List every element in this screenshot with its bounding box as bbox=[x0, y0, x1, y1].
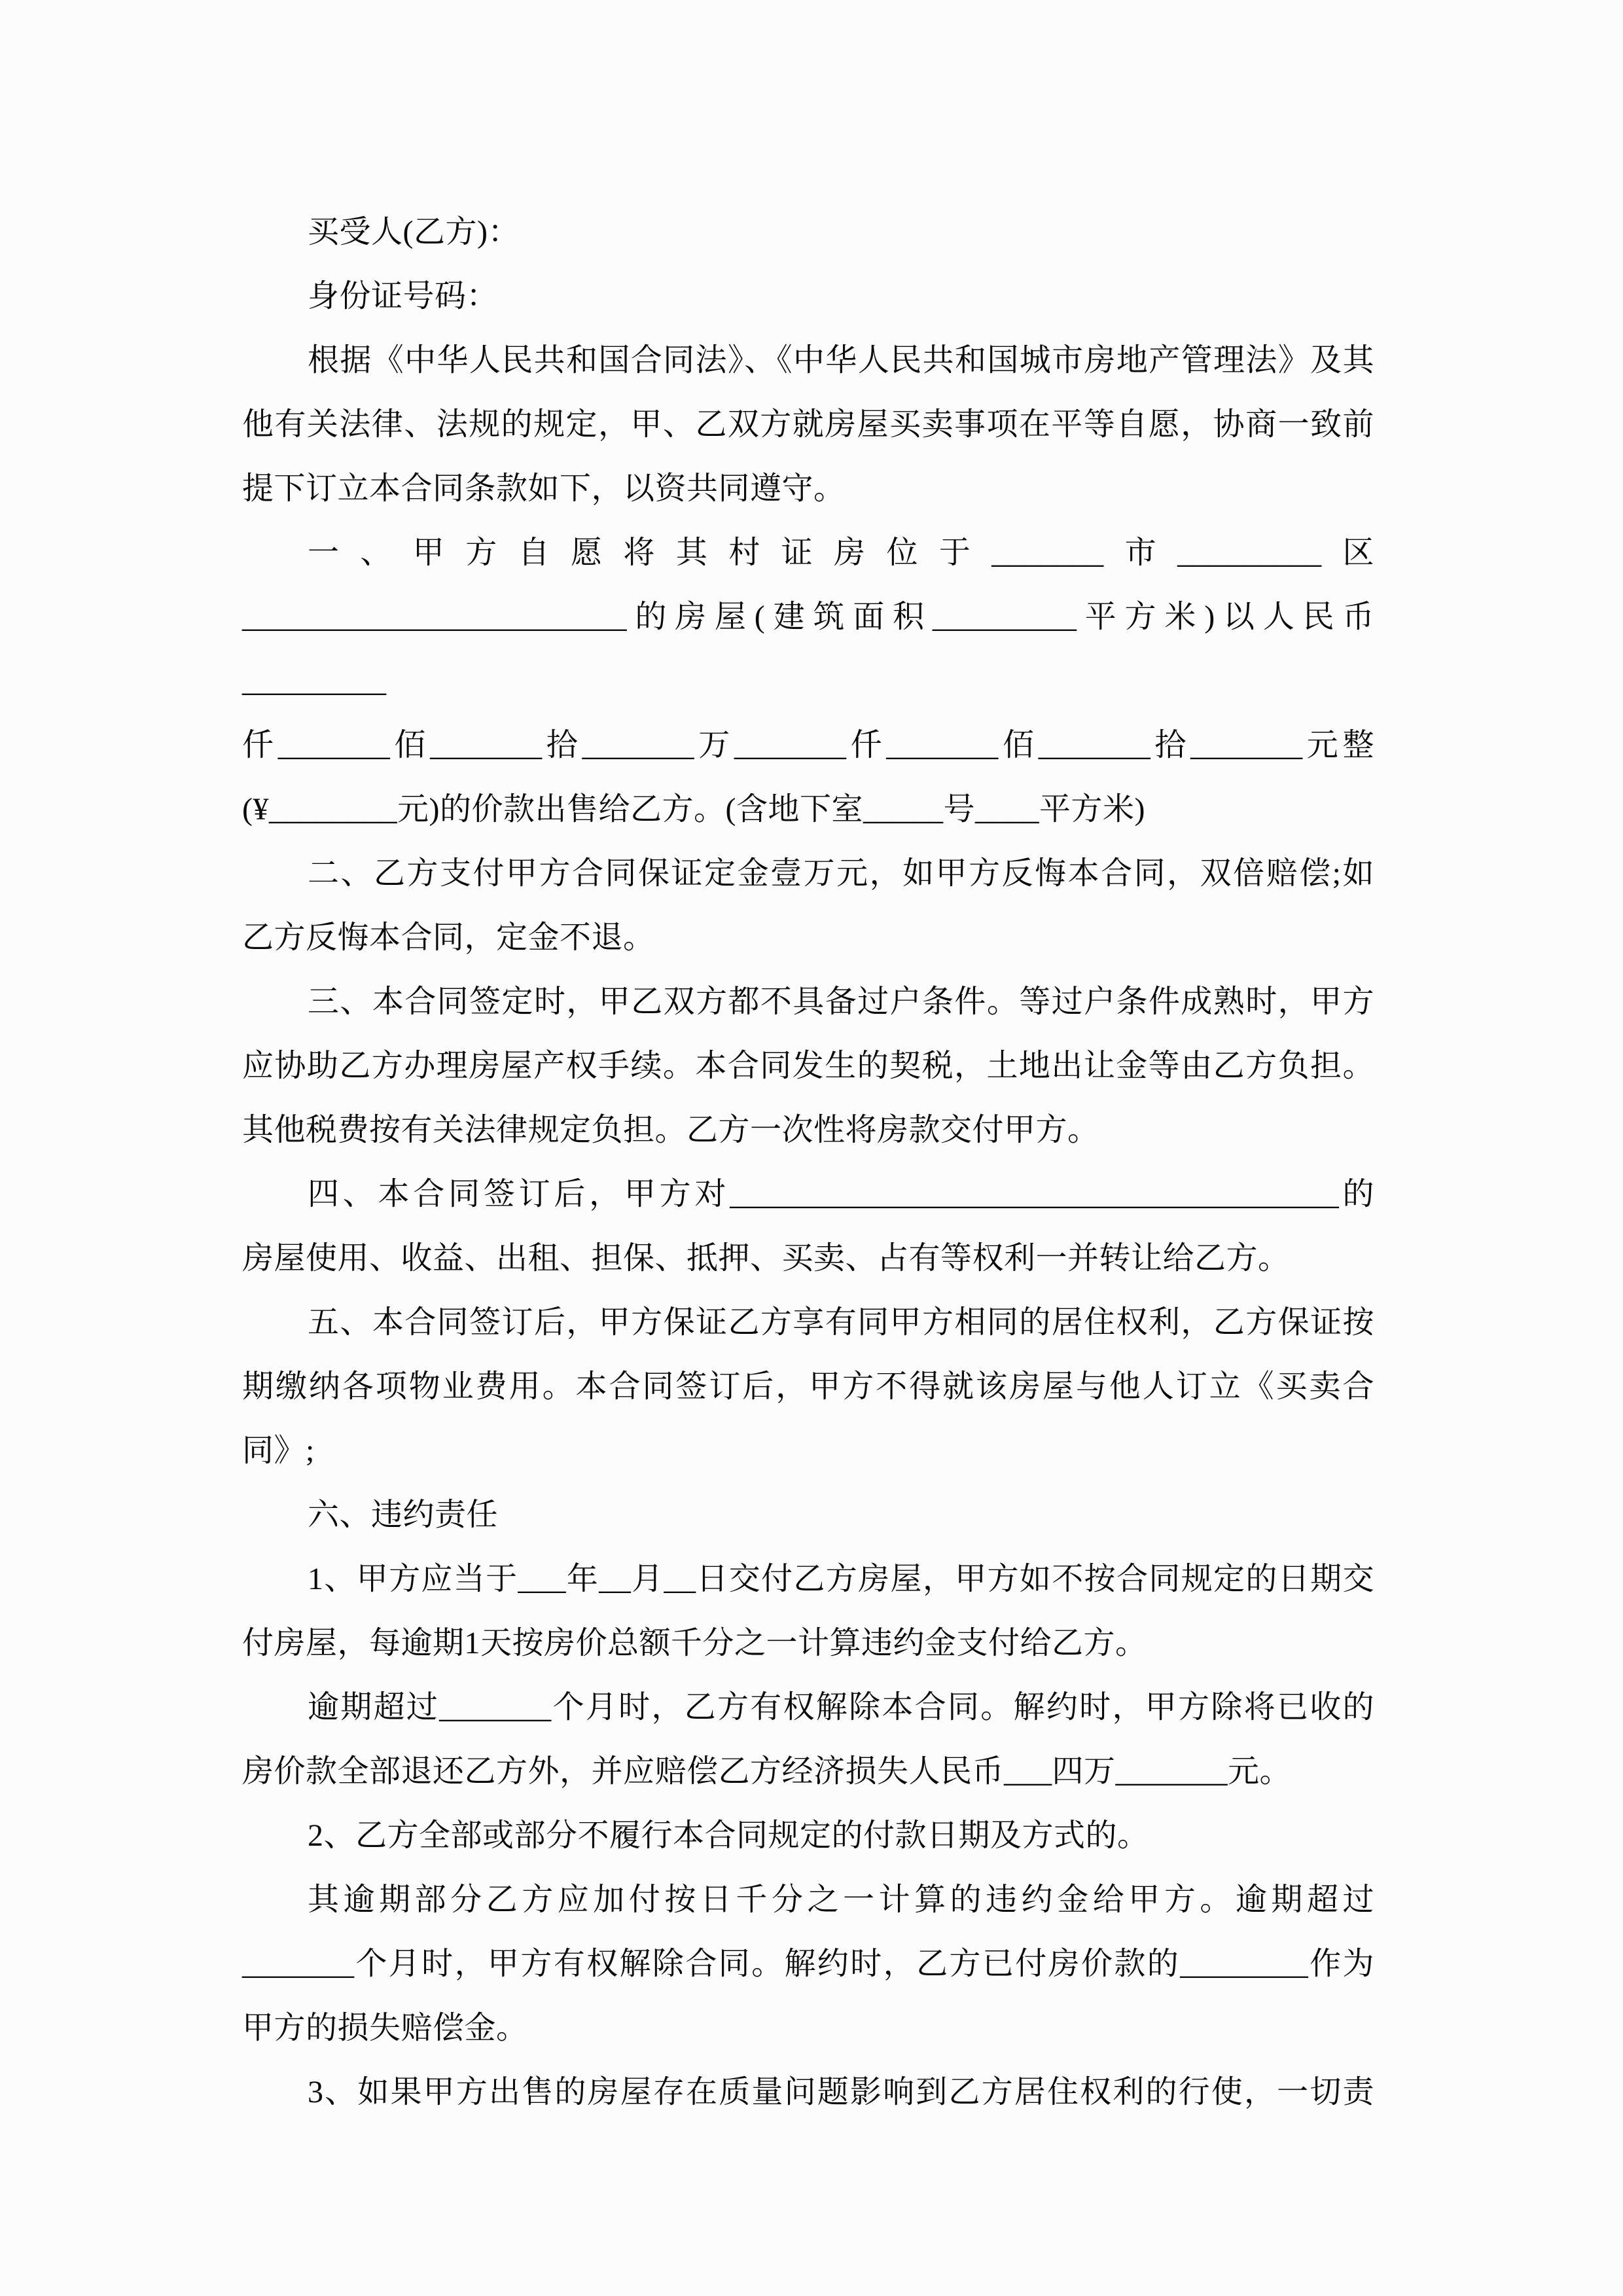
contract-line-8: 仟_______佰_______拾_______万_______仟_______佰_______拾_______元整 bbox=[242, 728, 1374, 762]
contract-line-23: 逾期超过_______个月时，乙方有权解除本合同。解约时，甲方除将已收的 bbox=[308, 1690, 1374, 1725]
contract-line-2: 身份证号码： bbox=[308, 279, 499, 314]
contract-line-3: 根据《中华人民共和国合同法》、《中华人民共和国城市房地产管理法》及其 bbox=[308, 343, 1374, 378]
contract-line-4: 他有关法律、法规的规定，甲、乙双方就房屋买卖事项在平等自愿，协商一致前 bbox=[242, 407, 1374, 442]
contract-line-27: _______个月时，甲方有权解除合同。解约时，乙方已付房价款的________作为 bbox=[242, 1946, 1374, 1981]
contract-line-24: 房价款全部退还乙方外，并应赔偿乙方经济损失人民币___四万_______元。 bbox=[242, 1754, 1292, 1789]
contract-line-9: (¥________元)的价款出售给乙方。(含地下室_____号____平方米) bbox=[242, 792, 1145, 827]
contract-line-20: 六、违约责任 bbox=[308, 1498, 499, 1532]
contract-line-5: 提下订立本合同条款如下，以资共同遵守。 bbox=[242, 471, 846, 506]
contract-line-13: 应协助乙方办理房屋产权手续。本合同发生的契税，土地出让金等由乙方负担。 bbox=[242, 1049, 1374, 1083]
contract-line-15: 四、本合同签订后，甲方对______________________________________的 bbox=[308, 1177, 1374, 1211]
contract-line-12: 三、本合同签定时，甲乙双方都不具备过户条件。等过户条件成熟时，甲方 bbox=[308, 984, 1374, 1019]
contract-line-26: 其逾期部分乙方应加付按日千分之一计算的违约金给甲方。逾期超过 bbox=[308, 1882, 1374, 1917]
contract-line-14: 其他税费按有关法律规定负担。乙方一次性将房款交付甲方。 bbox=[242, 1113, 1099, 1147]
contract-line-28: 甲方的损失赔偿金。 bbox=[242, 2011, 528, 2045]
contract-line-21: 1、甲方应当于___年__月__日交付乙方房屋，甲方如不按合同规定的日期交 bbox=[308, 1562, 1374, 1596]
contract-line-19: 同》; bbox=[242, 1433, 315, 1468]
contract-line-10: 二、乙方支付甲方合同保证定金壹万元，如甲方反悔本合同，双倍赔偿;如 bbox=[308, 856, 1374, 891]
contract-line-7: ________________________的房屋(建筑面积_________平方米)以人民币_________ bbox=[242, 600, 1374, 698]
contract-line-29: 3、如果甲方出售的房屋存在质量问题影响到乙方居住权利的行使，一切责 bbox=[308, 2075, 1374, 2109]
contract-line-17: 五、本合同签订后，甲方保证乙方享有同甲方相同的居住权利，乙方保证按 bbox=[308, 1305, 1374, 1340]
contract-line-1: 买受人(乙方)： bbox=[308, 215, 520, 249]
contract-line-22: 付房屋，每逾期1天按房价总额千分之一计算违约金支付给乙方。 bbox=[242, 1626, 1147, 1660]
contract-line-18: 期缴纳各项物业费用。本合同签订后，甲方不得就该房屋与他人订立《买卖合 bbox=[242, 1369, 1374, 1404]
contract-line-6: 一、甲方自愿将其村证房位于_______市_________区 bbox=[308, 535, 1374, 570]
contract-line-25: 2、乙方全部或部分不履行本合同规定的付款日期及方式的。 bbox=[308, 1818, 1149, 1853]
contract-line-16: 房屋使用、收益、出租、担保、抵押、买卖、占有等权利一并转让给乙方。 bbox=[242, 1241, 1290, 1276]
contract-line-11: 乙方反悔本合同，定金不退。 bbox=[242, 920, 655, 955]
